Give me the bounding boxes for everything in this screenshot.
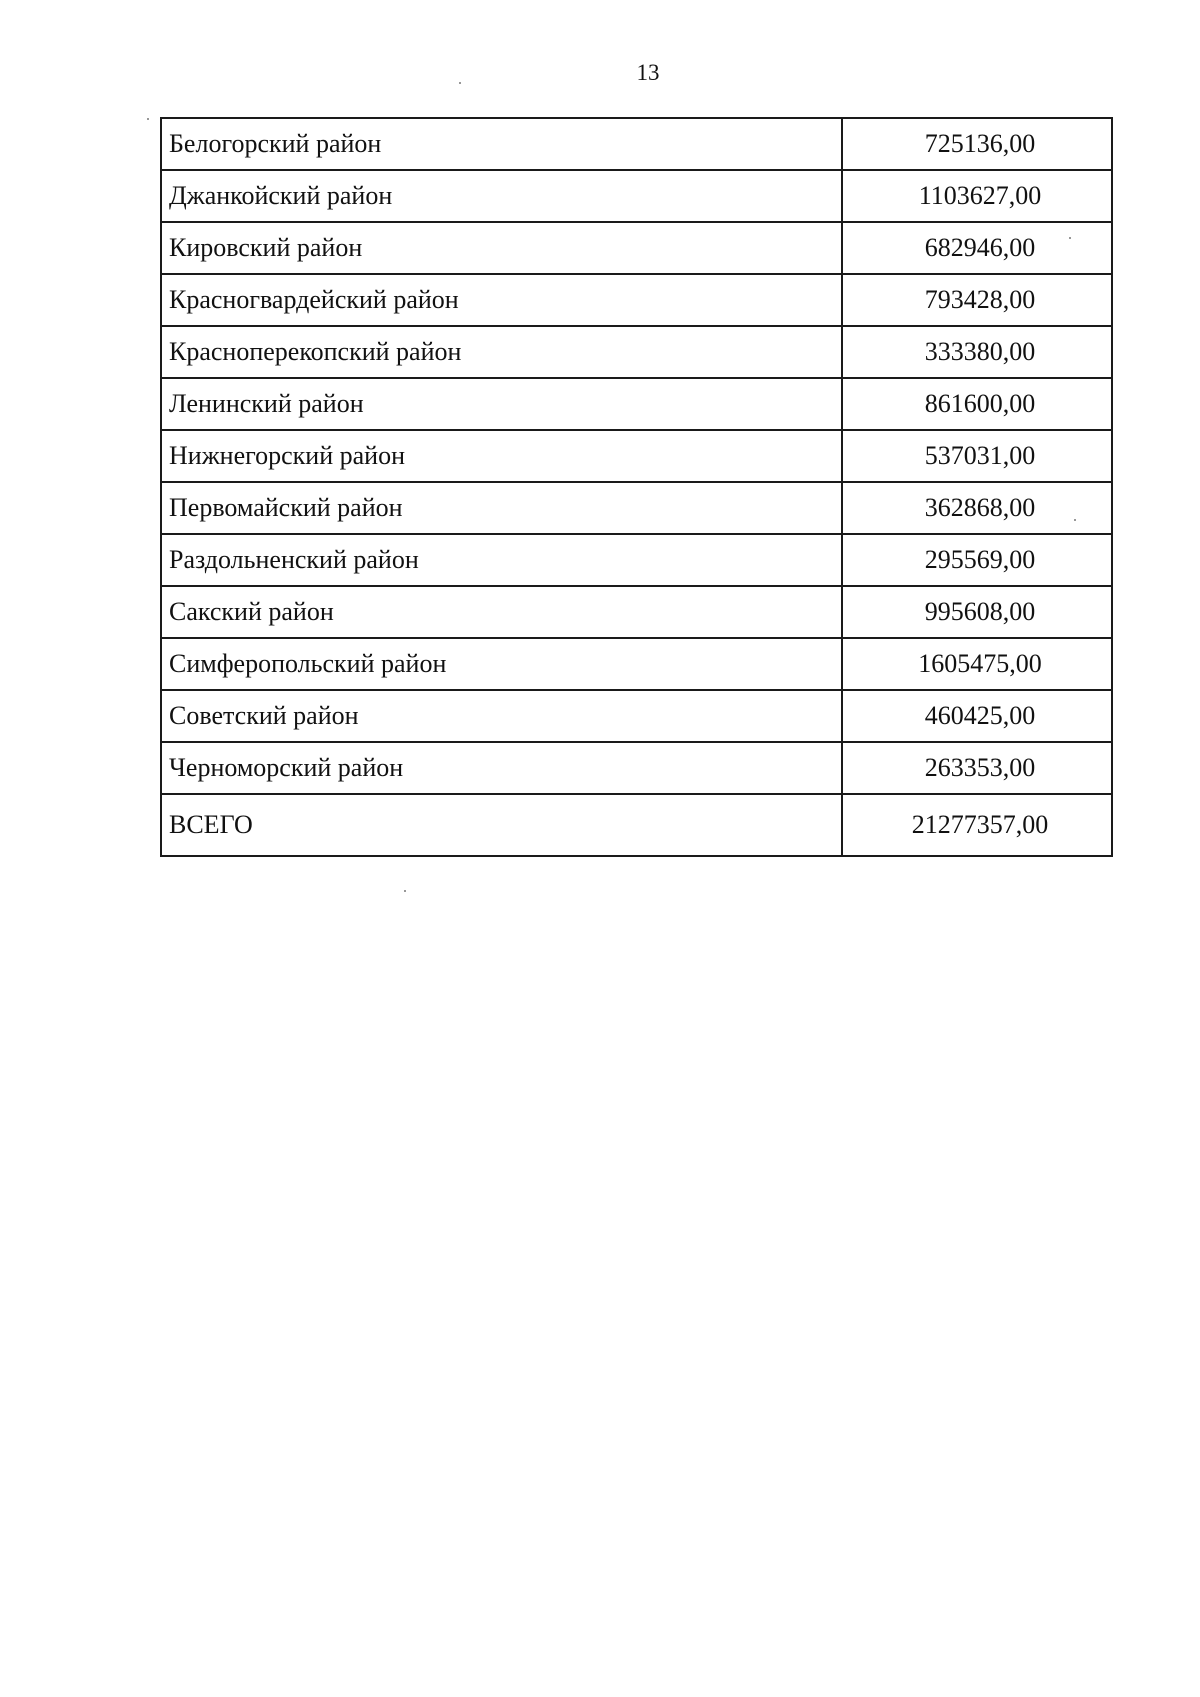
table-row <box>161 586 1112 638</box>
table-row <box>161 378 1112 430</box>
district-name-cell: Раздольненский район <box>161 534 842 586</box>
table-row <box>161 170 1112 222</box>
table-row <box>161 430 1112 482</box>
scan-speck <box>1074 519 1076 521</box>
scan-speck <box>1069 237 1071 239</box>
district-name-cell: Белогорский район <box>161 118 842 170</box>
district-name-cell: Симферопольский район <box>161 638 842 690</box>
table-row <box>161 482 1112 534</box>
total-label-cell: ВСЕГО <box>161 794 842 856</box>
district-name-cell: Советский район <box>161 690 842 742</box>
table-row <box>161 742 1112 794</box>
table-row <box>161 326 1112 378</box>
district-name-cell: Черноморский район <box>161 742 842 794</box>
district-amounts-table <box>160 117 1113 857</box>
district-name-cell: Красногвардейский район <box>161 274 842 326</box>
district-name-cell: Сакский район <box>161 586 842 638</box>
page-number: 13 <box>636 60 660 85</box>
table-row <box>161 222 1112 274</box>
amount-cell: 1103627,00 <box>842 170 1112 222</box>
amount-cell: 362868,00 <box>842 482 1112 534</box>
scan-speck <box>459 82 461 84</box>
table-total-row <box>161 794 1112 856</box>
amount-cell: 333380,00 <box>842 326 1112 378</box>
amount-cell: 995608,00 <box>842 586 1112 638</box>
amount-cell: 1605475,00 <box>842 638 1112 690</box>
district-name-cell: Джанкойский район <box>161 170 842 222</box>
district-name-cell: Нижнегорский район <box>161 430 842 482</box>
total-amount-cell: 21277357,00 <box>842 794 1112 856</box>
amount-cell: 725136,00 <box>842 118 1112 170</box>
scan-speck <box>147 118 149 120</box>
table-row <box>161 534 1112 586</box>
table-body <box>161 118 1112 856</box>
district-name-cell: Кировский район <box>161 222 842 274</box>
district-name-cell: Красноперекопский район <box>161 326 842 378</box>
table-row <box>161 118 1112 170</box>
amount-cell: 793428,00 <box>842 274 1112 326</box>
table-row <box>161 638 1112 690</box>
amount-cell: 861600,00 <box>842 378 1112 430</box>
table-row <box>161 690 1112 742</box>
amount-cell: 682946,00 <box>842 222 1112 274</box>
district-name-cell: Ленинский район <box>161 378 842 430</box>
amount-cell: 263353,00 <box>842 742 1112 794</box>
amount-cell: 295569,00 <box>842 534 1112 586</box>
scan-speck <box>404 890 406 892</box>
table-row <box>161 274 1112 326</box>
amount-cell: 537031,00 <box>842 430 1112 482</box>
amount-cell: 460425,00 <box>842 690 1112 742</box>
district-name-cell: Первомайский район <box>161 482 842 534</box>
